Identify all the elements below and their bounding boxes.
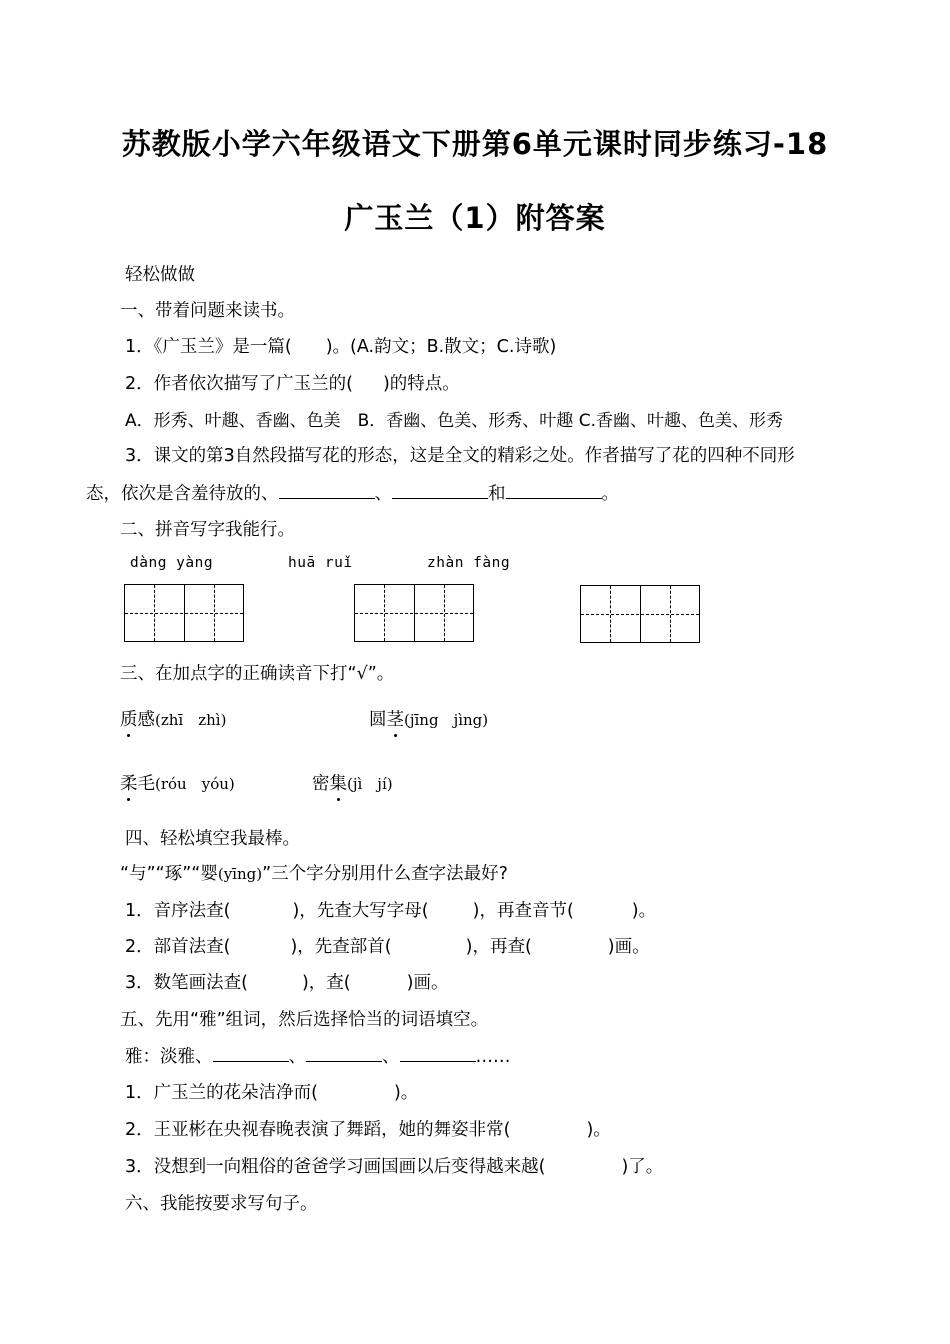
pinyin-1: dàng yàng bbox=[130, 555, 214, 571]
s5-q1-b: )。 bbox=[393, 1083, 419, 1103]
page-title-line2: 广玉兰（1）附答案 bbox=[344, 201, 606, 235]
s5-word-blank3[interactable] bbox=[400, 1046, 476, 1062]
s1-q3-sep2: 和 bbox=[488, 484, 506, 504]
s1-q3-text: 态，依次是含羞待放的、 bbox=[86, 484, 279, 504]
s1-q3-blank1[interactable] bbox=[279, 483, 375, 499]
s4-q1-b: )，先查大写字母( bbox=[292, 901, 429, 921]
s4-q3-a: 3．数笔画法查( bbox=[125, 973, 248, 993]
s5-q2-b: )。 bbox=[586, 1120, 611, 1140]
s3-item-roumao bbox=[120, 770, 235, 795]
s3-dotted-char: 质 bbox=[120, 710, 138, 730]
s3-item-zhigan bbox=[120, 706, 226, 731]
s1-q3-sep1: 、 bbox=[374, 484, 392, 504]
intro-label: 轻松做做 bbox=[125, 265, 195, 285]
s1-question1 bbox=[125, 333, 556, 358]
s5-question1 bbox=[125, 1079, 418, 1104]
s4-q3-b: )，查( bbox=[301, 973, 351, 993]
s1-q2-text-a: 2．作者依次描写了广玉兰的( bbox=[125, 374, 353, 394]
s5-words-text: 雅：淡雅、 bbox=[125, 1047, 213, 1067]
s3-dotted-char: 集 bbox=[329, 774, 347, 794]
s1-q3-line1: 3．课文的第3自然段描写花的形态，这是全文的精彩之处。作者描写了花的四种不同形 bbox=[125, 446, 795, 466]
section3-heading: 三、在加点字的正确读音下打“√”。 bbox=[120, 664, 395, 684]
s4-question-text-b: ”三个字分别用什么查字法最好? bbox=[262, 864, 508, 884]
section6-heading: 六、我能按要求写句子。 bbox=[125, 1194, 318, 1214]
s3-dotted-char: 柔 bbox=[120, 774, 138, 794]
s4-question-pinyin: (yīng) bbox=[217, 865, 263, 883]
s4-question-text-a: “与”“琢”“婴 bbox=[120, 864, 218, 884]
s5-question3 bbox=[125, 1153, 663, 1178]
s3-item-miji bbox=[312, 770, 393, 795]
s1-q2-options: A．形秀、叶趣、香幽、色美 B．香幽、色美、形秀、叶趣 C.香幽、叶趣、色美、形秀 bbox=[125, 411, 783, 431]
s4-q2-d: )画。 bbox=[607, 937, 650, 957]
s5-words-end: …… bbox=[475, 1047, 511, 1067]
s3-pinyin-options[interactable]: (zhī zhì) bbox=[155, 711, 227, 729]
s1-q2-text-b: )的特点。 bbox=[382, 374, 460, 394]
s4-question bbox=[120, 860, 508, 885]
s5-q2-a: 2．王亚彬在央视春晚表演了舞蹈，她的舞姿非常( bbox=[125, 1120, 511, 1140]
section2-heading: 二、拼音写字我能行。 bbox=[120, 520, 295, 540]
s4-q2-a: 2．部首法查( bbox=[125, 937, 231, 957]
s3-char: 密 bbox=[312, 774, 330, 794]
s4-q2-b: )，先查部首( bbox=[290, 937, 392, 957]
page-title-line1: 苏教版小学六年级语文下册第6单元课时同步练习-18 bbox=[121, 127, 829, 161]
s4-question1 bbox=[125, 897, 656, 922]
s3-char: 毛 bbox=[137, 774, 155, 794]
s3-char: 圆 bbox=[369, 710, 387, 730]
s5-word-blank1[interactable] bbox=[213, 1046, 289, 1062]
pinyin-2: huā ruǐ bbox=[288, 555, 353, 571]
s5-words-sep: 、 bbox=[382, 1047, 400, 1067]
s3-dotted-char: 茎 bbox=[386, 710, 404, 730]
s5-word-list bbox=[125, 1043, 511, 1068]
s1-question2 bbox=[125, 370, 460, 395]
section1-heading: 一、带着问题来读书。 bbox=[120, 301, 295, 321]
s3-item-yuanjing bbox=[369, 706, 488, 731]
s5-q1-a: 1．广玉兰的花朵洁净而( bbox=[125, 1083, 318, 1103]
s1-q3-end: 。 bbox=[601, 484, 619, 504]
s1-q3-line2 bbox=[86, 480, 619, 505]
s3-pinyin-options[interactable]: (róu yóu) bbox=[155, 775, 235, 793]
s1-q3-blank2[interactable] bbox=[392, 483, 488, 499]
s5-q3-a: 3．没想到一向粗俗的爸爸学习画国画以后变得越来越( bbox=[125, 1157, 546, 1177]
s4-q3-c: )画。 bbox=[406, 973, 449, 993]
section4-heading: 四、轻松填空我最棒。 bbox=[125, 829, 300, 849]
s1-q1-text-b: )。(A.韵文；B.散文；C.诗歌) bbox=[325, 337, 557, 357]
s5-q3-b: )了。 bbox=[621, 1157, 664, 1177]
section5-heading: 五、先用“雅”组词，然后选择恰当的词语填空。 bbox=[120, 1010, 489, 1030]
s4-question3 bbox=[125, 969, 448, 994]
writing-grid-1[interactable] bbox=[124, 584, 244, 642]
s4-q1-c: )，再查音节( bbox=[472, 901, 574, 921]
s3-pinyin-options[interactable]: (jīng jìng) bbox=[404, 711, 489, 729]
writing-grid-3[interactable] bbox=[580, 585, 700, 643]
s4-question2 bbox=[125, 933, 650, 958]
s1-q3-blank3[interactable] bbox=[506, 483, 602, 499]
s3-pinyin-options[interactable]: (jì jí) bbox=[347, 775, 393, 793]
writing-grid-2[interactable] bbox=[354, 584, 474, 642]
s5-question2 bbox=[125, 1116, 611, 1141]
pinyin-3: zhàn fàng bbox=[427, 555, 511, 571]
s1-q1-text-a: 1．《广玉兰》是一篇( bbox=[125, 337, 292, 357]
s3-char: 感 bbox=[137, 710, 155, 730]
s5-word-blank2[interactable] bbox=[306, 1046, 382, 1062]
s4-q1-a: 1．音序法查( bbox=[125, 901, 231, 921]
s4-q2-c: )，再查( bbox=[465, 937, 532, 957]
s4-q1-d: )。 bbox=[631, 901, 657, 921]
s5-words-sep: 、 bbox=[288, 1047, 306, 1067]
